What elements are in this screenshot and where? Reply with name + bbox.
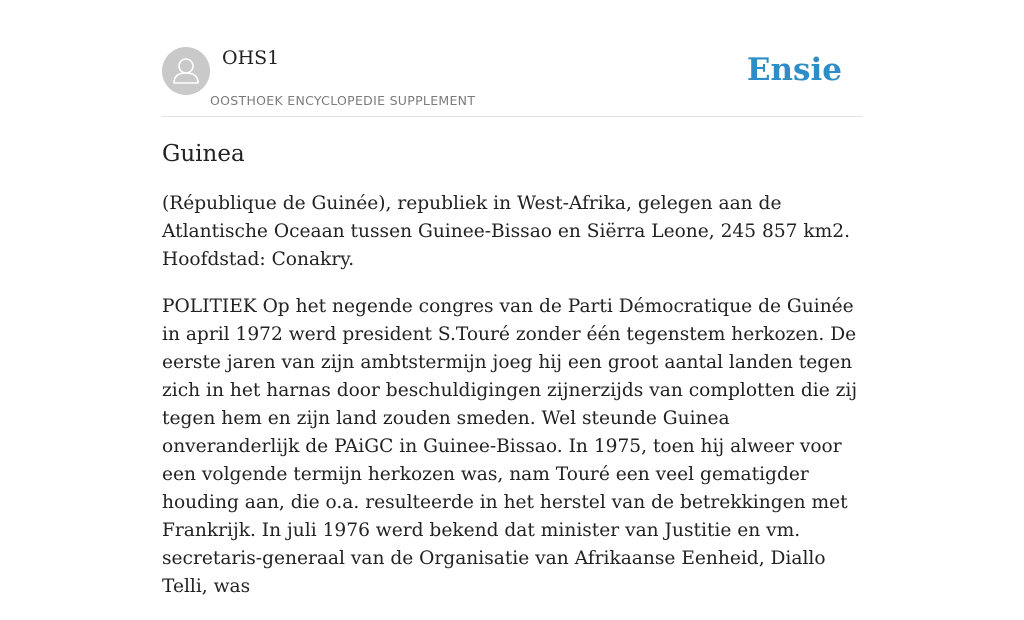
source-name[interactable]: OOSTHOEK ENCYCLOPEDIE SUPPLEMENT [210,93,476,108]
header [162,0,862,117]
article-paragraph: POLITIEK Op het negende congres van de Parti Démocratique de Guinée in april 1972 werd president S.Touré zonder één tegenstem herkozen. De eerste jaren van zijn ambtstermijn joeg hij een groot aantal landen tegen zich in het harnas door beschuldigingen zijnerzijds van complotten die zij tegen hem en zijn land zouden smeden. Wel steunde Guinea onveranderlijk de PAiGC in Guinee-Bissao. In 1975, toen hij alweer voor een volgende termijn herkozen was, nam Touré een veel gematigder houding aan, die o.a. resulteerde in het herstel van de betrekkingen met Frankrijk. In juli 1976 werd bekend dat minister van Justitie en vm. secretaris-generaal van de Organisatie van Afrikaanse Eenheid, Diallo Telli, was [162,296,858,597]
article-paragraph: (République de Guinée), republiek in West-Afrika, gelegen aan de Atlantische Oceaan tussen Guinee-Bissao en Siërra Leone, 245 857 km2. Hoofdstad: Conakry. [162,193,851,270]
source-code[interactable]: OHS1 [222,47,280,69]
source-avatar[interactable] [162,47,210,95]
article-title: Guinea [162,141,245,167]
user-icon [162,47,210,95]
brand-logo[interactable]: Ensie [746,52,842,88]
article [162,138,862,620]
